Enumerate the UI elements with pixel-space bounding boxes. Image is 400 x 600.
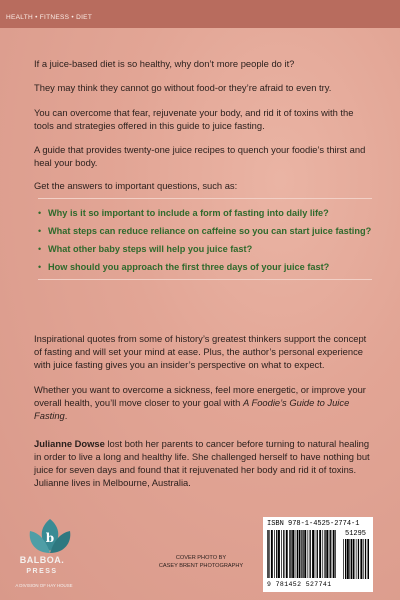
goal-end: .: [64, 410, 68, 421]
list-item: [38, 243, 372, 255]
barcode-bar: [329, 530, 330, 578]
barcode-bar: [315, 530, 316, 578]
barcode-bar: [335, 530, 336, 578]
barcode-bar: [326, 530, 328, 578]
category-label: HEALTH • FITNESS • DIET: [6, 14, 93, 21]
intro-guide: A guide that provides twenty-one juice recipes to quench your foodie’s thirst and heal your body.: [34, 144, 366, 168]
barcode-bar: [302, 530, 303, 578]
barcode-bar: [358, 539, 359, 579]
barcode-bar: [351, 539, 352, 579]
barcode-bar: [368, 539, 370, 579]
question-list: [38, 198, 372, 280]
ean-digits: 9 781452 527741: [267, 581, 332, 588]
barcode-bar: [289, 530, 290, 578]
intro-overcome: You can overcome that fear, rejuvenate your body, and rid it of toxins with the tools and strategies offered in this guide to juice fasting.: [34, 107, 354, 131]
bullet-icon: •: [38, 226, 42, 236]
barcode-bar: [281, 530, 282, 578]
barcode-bar: [353, 539, 355, 579]
barcode-bar: [317, 530, 318, 578]
barcode-bar: [271, 530, 273, 578]
barcode-bar: [278, 530, 280, 578]
barcode-bar: [297, 530, 298, 578]
barcode-bar: [365, 539, 366, 579]
barcode-bar: [319, 530, 321, 578]
barcode-bar: [343, 539, 344, 579]
barcode-bar: [330, 530, 331, 578]
barcode-bar: [312, 530, 314, 578]
barcode-bar: [356, 539, 357, 579]
publisher-tagline: A DIVISION OF HAY HOUSE: [15, 583, 73, 588]
barcode-bar: [322, 530, 323, 578]
barcode-bar: [286, 530, 288, 578]
question-text: How should you approach the first three days of your juice fast?: [48, 262, 330, 272]
barcode-bar: [333, 530, 335, 578]
barcode-bar: [349, 539, 350, 579]
barcode-bar: [324, 530, 325, 578]
price-code: 51295: [345, 530, 367, 538]
publisher-name: BALBOA. PRESS: [19, 555, 65, 575]
barcode-bar: [292, 530, 294, 578]
list-item: [38, 207, 372, 219]
addon-bars-icon: [343, 539, 369, 579]
bullet-icon: •: [38, 244, 42, 254]
author-name: Julianne Dowse: [34, 438, 105, 449]
barcode-bar: [299, 530, 301, 578]
barcode-bar: [290, 530, 291, 578]
barcode-panel: [263, 517, 373, 592]
goal-text: Whether you want to overcome a sickness, feel more energetic, or improve your overall health, you’ll move closer to your goal with: [34, 384, 366, 408]
quotes-paragraph: Inspirational quotes from some of history’s greatest thinkers support the concept of fasting and will set your mind at ease. Plus, the author’s personal experience with juice fasting gives you an insider’s perspective on what to expect.: [34, 333, 367, 370]
barcode-bar: [363, 539, 364, 579]
barcode-bar: [283, 530, 284, 578]
list-item: [38, 261, 372, 273]
question-text: Why is it so important to include a form of fasting into daily life?: [48, 208, 329, 218]
question-text: What steps can reduce reliance on caffeine so you can start juice fasting?: [48, 226, 372, 236]
goal-paragraph: [34, 383, 372, 422]
barcode-bar: [268, 530, 269, 578]
bullet-icon: •: [38, 208, 42, 218]
barcode-bars-icon: [267, 530, 337, 578]
bullet-icon: •: [38, 262, 42, 272]
book-title: A Foodie’s Guide to Juice Fasting: [34, 397, 350, 421]
question-text: What other baby steps will help you juice fast?: [48, 244, 253, 254]
bio-text: lost both her parents to cancer before turning to natural healing in order to live a long and healthy life. She challenged herself to have nothing but juice for seven days and found that it rejuvenated her body and rid it of toxins. Julianne lives in Melbourne, Australia.: [34, 438, 370, 488]
barcode-bar: [267, 530, 268, 578]
intro-answers: Get the answers to important questions, such as:: [34, 180, 238, 191]
intro-question: If a juice-based diet is so healthy, why don’t more people do it?: [34, 58, 295, 69]
logo-letter-b: b: [45, 531, 55, 545]
barcode-bar: [304, 530, 306, 578]
intro-fear: They may think they cannot go without food-or they’re afraid to even try.: [34, 82, 332, 93]
barcode-bar: [310, 530, 311, 578]
photo-credit: COVER PHOTO BY CASEY BRENT PHOTOGRAPHY: [158, 555, 244, 569]
publisher-logo-icon: [10, 513, 90, 589]
barcode-bar: [308, 530, 309, 578]
barcode-bar: [301, 530, 302, 578]
barcode-bar: [345, 539, 346, 579]
barcode-bar: [276, 530, 277, 578]
barcode-bar: [360, 539, 362, 579]
isbn-text: ISBN 978-1-4525-2774-1: [267, 520, 360, 528]
list-item: [38, 225, 372, 237]
author-bio: [34, 437, 372, 489]
barcode-bar: [347, 539, 349, 579]
barcode-bar: [274, 530, 275, 578]
barcode-bar: [295, 530, 296, 578]
